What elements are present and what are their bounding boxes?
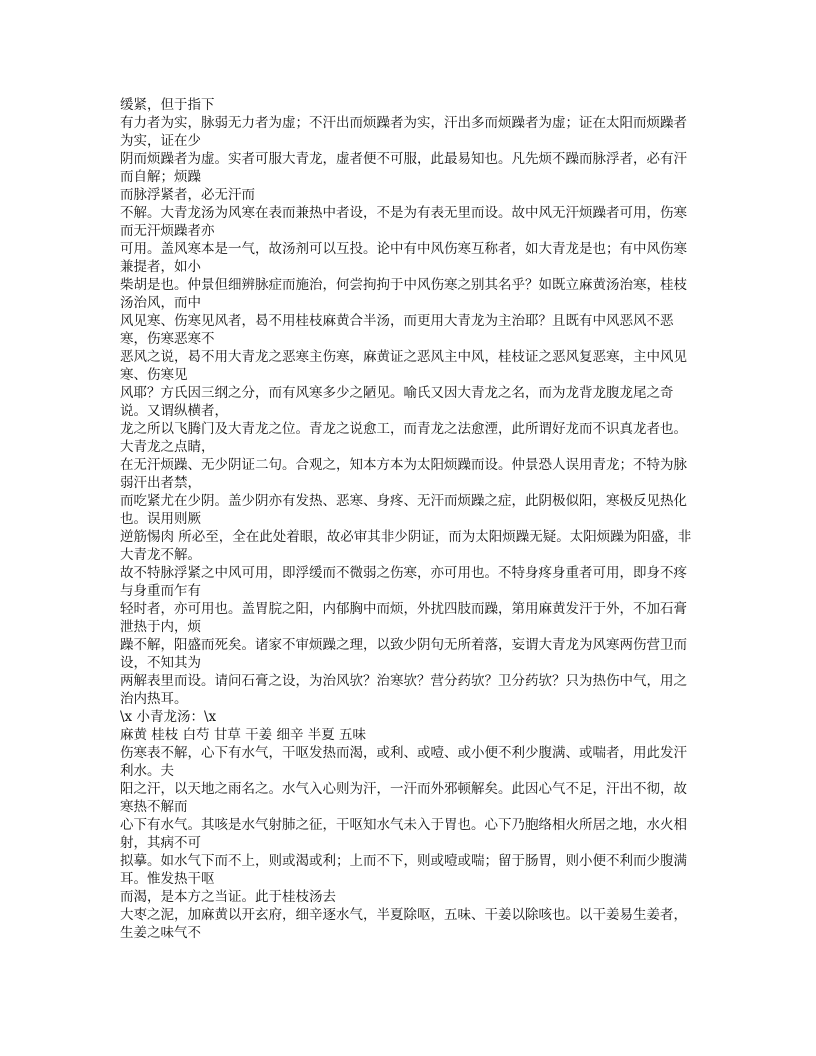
text-line: 心下有水气。其咳是水气射肺之征，干呕知水气未入于胃也。心下乃胞络相火所居之地，水火相射，其病不可 bbox=[120, 817, 687, 851]
text-line: 缓紧，但于指下 bbox=[120, 97, 215, 113]
text-line: 逆筋惕肉 所必至，全在此处着眼，故必审其非少阴证，而为太阳烦躁无疑。太阳烦躁为阳盛，非大青龙不解。 bbox=[120, 529, 692, 563]
text-line: 大枣之泥，加麻黄以开玄府，细辛逐水气，半夏除呕，五味、干姜以除咳也。以干姜易生姜者，生姜之味气不 bbox=[120, 907, 687, 941]
text-line: 阴而烦躁者为虚。实者可服大青龙，虚者便不可服，此最易知也。凡先烦不躁而脉浮者，必有汗而自解；烦躁 bbox=[120, 151, 687, 185]
text-line: 拟摹。如水气下而不上，则或渴或利；上而不下，则或噎或喘；留于肠胃，则小便不利而少腹满耳。惟发热干呕 bbox=[120, 853, 687, 887]
text-line: 两解表里而设。请问石膏之设，为治风欤？治寒欤？营分药欤？卫分药欤？只为热伤中气，用之治内热耳。 bbox=[120, 673, 687, 707]
text-line: 龙之所以飞腾门及大青龙之位。青龙之说愈工，而青龙之法愈湮，此所谓好龙而不识真龙者也。大青龙之点睛， bbox=[120, 421, 687, 455]
text-line: 有力者为实，脉弱无力者为虚；不汗出而烦躁者为实，汗出多而烦躁者为虚；证在太阳而烦躁者为实，证在少 bbox=[120, 115, 687, 149]
text-line: 柴胡是也。仲景但细辨脉症而施治，何尝拘拘于中风伤寒之别其名乎？如既立麻黄汤治寒，桂枝汤治风，而中 bbox=[120, 277, 687, 311]
text-line: 不解。大青龙汤为风寒在表而兼热中者设，不是为有表无里而设。故中风无汗烦躁者可用，伤寒而无汗烦躁者亦 bbox=[120, 205, 687, 239]
text-line: 阳之汗，以天地之雨名之。水气入心则为汗，一汗而外邪顿解矣。此因心气不足，汗出不彻，故寒热不解而 bbox=[120, 781, 687, 815]
text-line: 轻时者，亦可用也。盖胃脘之阳，内郁胸中而烦，外扰四肢而躁，第用麻黄发汗于外，不加石膏泄热于内，烦 bbox=[120, 601, 687, 635]
text-line: 可用。盖风寒本是一气，故汤剂可以互投。论中有中风伤寒互称者，如大青龙是也；有中风伤寒兼提者，如小 bbox=[120, 241, 687, 275]
text-line: 伤寒表不解，心下有水气，干呕发热而渴，或利、或噎、或小便不利少腹满、或喘者，用此发汗利水。夫 bbox=[120, 745, 687, 779]
text-line: 而渴，是本方之当证。此于桂枝汤去 bbox=[120, 889, 336, 905]
text-line: 而吃紧尤在少阴。盖少阴亦有发热、恶寒、身疼、无汗而烦躁之症，此阴极似阳，寒极反见热化也。误用则厥 bbox=[120, 493, 687, 527]
text-line: 故不特脉浮紧之中风可用，即浮缓而不微弱之伤寒，亦可用也。不特身疼身重者可用，即身不疼与身重而乍有 bbox=[120, 565, 687, 599]
text-line: 恶风之说，曷不用大青龙之恶寒主伤寒，麻黄证之恶风主中风，桂枝证之恶风复恶寒，主中风见寒、伤寒见 bbox=[120, 349, 687, 383]
text-line: 麻黄 桂枝 白芍 甘草 干姜 细辛 半夏 五味 bbox=[120, 727, 367, 743]
text-line: 风见寒、伤寒见风者，曷不用桂枝麻黄合半汤，而更用大青龙为主治耶？且既有中风恶风不恶寒，伤寒恶寒不 bbox=[120, 313, 674, 347]
text-line: 而脉浮紧者，必无汗而 bbox=[120, 187, 255, 203]
text-line: 在无汗烦躁、无少阴证二句。合观之，知本方本为太阳烦躁而设。仲景恐人误用青龙；不特为脉弱汗出者禁， bbox=[120, 457, 687, 491]
text-line: 风耶？方氏因三纲之分，而有风寒多少之陋见。喻氏又因大青龙之名，而为龙背龙腹龙尾之奇说。又谓纵横者， bbox=[120, 385, 674, 419]
text-line: \x 小青龙汤：\x bbox=[120, 709, 217, 725]
document-page bbox=[120, 96, 700, 942]
text-line: 躁不解，阳盛而死矣。诸家不审烦躁之理，以致少阴句无所着落，妄谓大青龙为风寒两伤营卫而设，不知其为 bbox=[120, 637, 687, 671]
